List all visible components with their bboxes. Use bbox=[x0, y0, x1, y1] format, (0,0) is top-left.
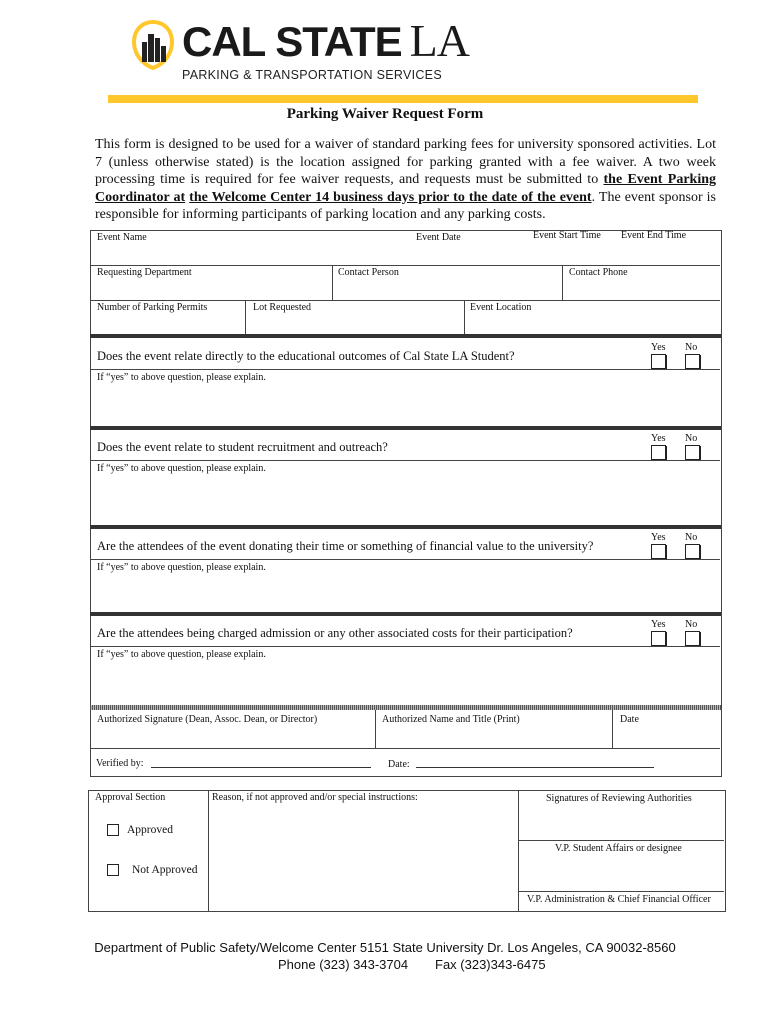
permits-input-row[interactable] bbox=[91, 315, 720, 334]
q1-no-checkbox[interactable] bbox=[685, 354, 700, 369]
approved-label: Approved bbox=[127, 824, 173, 836]
yes-label: Yes bbox=[651, 433, 666, 444]
footer-fax: Fax (323)343-6475 bbox=[435, 957, 546, 972]
divider bbox=[90, 646, 720, 647]
logo-la: LA bbox=[409, 15, 469, 66]
yes-label: Yes bbox=[651, 619, 666, 630]
signatures-label: Signatures of Reviewing Authorities bbox=[546, 793, 692, 804]
number-of-permits-label: Number of Parking Permits bbox=[97, 302, 208, 313]
explain-label: If “yes” to above question, please explain. bbox=[97, 649, 266, 660]
section-divider bbox=[90, 612, 721, 616]
section-divider bbox=[90, 334, 721, 338]
question-1: Does the event relate directly to the educational outcomes of Cal State LA Student? bbox=[97, 349, 515, 363]
vp-student-affairs-label: V.P. Student Affairs or designee bbox=[555, 843, 682, 854]
lot-requested-label: Lot Requested bbox=[253, 302, 312, 313]
question-3: Are the attendees of the event donating their time or something of financial value to the university? bbox=[97, 539, 594, 553]
q4-explanation-field[interactable] bbox=[91, 662, 720, 704]
no-label: No bbox=[685, 532, 698, 543]
authorized-name-label: Authorized Name and Title (Print) bbox=[382, 714, 520, 725]
q2-yes-checkbox[interactable] bbox=[651, 445, 666, 460]
divider bbox=[208, 790, 209, 911]
intro-bold-1: the Event Parking Coordinator at bbox=[95, 172, 716, 205]
intro-paragraph bbox=[95, 136, 716, 224]
logo-icon bbox=[130, 20, 176, 70]
yes-label: Yes bbox=[651, 342, 666, 353]
logo-wordmark bbox=[182, 14, 469, 67]
q2-no-checkbox[interactable] bbox=[685, 445, 700, 460]
logo-main: CAL STATE bbox=[182, 18, 402, 65]
explain-label: If “yes” to above question, please explain. bbox=[97, 372, 266, 383]
divider bbox=[90, 265, 720, 266]
q1-explanation-field[interactable] bbox=[91, 385, 720, 425]
yes-label: Yes bbox=[651, 532, 666, 543]
signature-input-row[interactable] bbox=[91, 727, 720, 747]
explain-label: If “yes” to above question, please explain. bbox=[97, 562, 266, 573]
question-4: Are the attendees being charged admission or any other associated costs for their participation? bbox=[97, 626, 573, 640]
q1-yes-checkbox[interactable] bbox=[651, 354, 666, 369]
logo-subtitle: PARKING & TRANSPORTATION SERVICES bbox=[182, 68, 442, 82]
divider bbox=[90, 748, 720, 749]
reason-label: Reason, if not approved and/or special instructions: bbox=[212, 792, 418, 803]
event-location-label: Event Location bbox=[470, 302, 532, 313]
contact-input-row[interactable] bbox=[91, 280, 720, 299]
form-title: Parking Waiver Request Form bbox=[286, 106, 484, 122]
requesting-department-label: Requesting Department bbox=[97, 267, 192, 278]
q3-yes-checkbox[interactable] bbox=[651, 544, 666, 559]
divider bbox=[90, 300, 720, 301]
header-divider bbox=[108, 95, 698, 103]
q3-explanation-field[interactable] bbox=[91, 575, 720, 612]
section-divider bbox=[90, 426, 721, 430]
q3-no-checkbox[interactable] bbox=[685, 544, 700, 559]
question-2: Does the event relate to student recruitment and outreach? bbox=[97, 440, 388, 454]
verified-date-line[interactable] bbox=[416, 767, 654, 768]
intro-text: This form is designed to be used for a waiver of standard parking fees for university sponsored activities. Lot 7 (unless otherwise stated) is the location assigned for parking granted with a fee waiver. A two week processing time is required for fee waiver requests, and requests must be submitted to bbox=[95, 137, 716, 187]
verified-date-label: Date: bbox=[388, 759, 410, 770]
q4-no-checkbox[interactable] bbox=[685, 631, 700, 646]
divider bbox=[90, 559, 720, 560]
vp-administration-label: V.P. Administration & Chief Financial Officer bbox=[527, 894, 711, 905]
authorized-signature-label: Authorized Signature (Dean, Assoc. Dean, or Director) bbox=[97, 714, 318, 725]
contact-phone-label: Contact Phone bbox=[569, 267, 628, 278]
divider bbox=[90, 460, 720, 461]
q4-yes-checkbox[interactable] bbox=[651, 631, 666, 646]
reason-field[interactable] bbox=[210, 805, 516, 909]
divider bbox=[518, 891, 724, 892]
explain-label: If “yes” to above question, please explain. bbox=[97, 463, 266, 474]
event-end-time-label: Event End Time bbox=[621, 230, 687, 241]
footer-phone: Phone (323) 343-3704 bbox=[278, 957, 409, 972]
intro-text-end: . The event sponsor is responsible for informing participants of parking location and any parking costs. bbox=[95, 189, 717, 222]
not-approved-checkbox[interactable] bbox=[107, 864, 119, 876]
footer-address: Department of Public Safety/Welcome Center 5151 State University Dr. Los Angeles, CA 90032-8560 bbox=[94, 940, 676, 955]
intro-bold-2: the Welcome Center 14 business days prior to the date of the event bbox=[189, 189, 592, 205]
section-divider bbox=[90, 525, 721, 529]
signature-date-label: Date bbox=[620, 714, 639, 725]
divider bbox=[90, 369, 720, 370]
divider bbox=[518, 790, 519, 911]
event-date-label: Event Date bbox=[416, 232, 461, 243]
q2-explanation-field[interactable] bbox=[91, 476, 720, 524]
event-name-label: Event Name bbox=[97, 232, 147, 243]
approved-checkbox[interactable] bbox=[107, 824, 119, 836]
event-start-time-label: Event Start Time bbox=[533, 230, 601, 241]
no-label: No bbox=[685, 619, 698, 630]
divider bbox=[518, 840, 724, 841]
verified-by-label: Verified by: bbox=[96, 758, 144, 769]
section-divider bbox=[90, 705, 721, 710]
not-approved-label: Not Approved bbox=[132, 864, 198, 876]
no-label: No bbox=[685, 433, 698, 444]
event-info-input-row[interactable] bbox=[91, 245, 720, 265]
no-label: No bbox=[685, 342, 698, 353]
approval-section-label: Approval Section bbox=[95, 792, 166, 803]
contact-person-label: Contact Person bbox=[338, 267, 399, 278]
verified-by-line[interactable] bbox=[151, 767, 371, 768]
